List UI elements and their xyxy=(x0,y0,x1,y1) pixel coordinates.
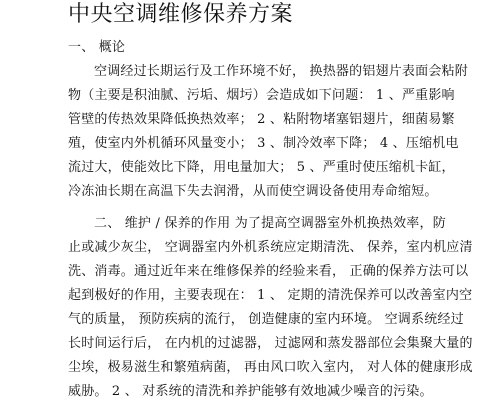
section-heading-maintenance: 二、 维护 / 保养的作用 为了提高空调器室外机换热效率，防 xyxy=(94,216,446,231)
document-title: 中央空调维修保养方案 xyxy=(68,2,294,27)
paragraph-line: 洗、消毒。通过近年来在维修保养的经验来看， 正确的保养方法可以 xyxy=(68,264,469,279)
paragraph-line: 止或减少灰尘， 空调器室内外机系统应定期清洗、 保养，室内机应清 xyxy=(68,240,473,255)
paragraph-line: 物（主要是积油腻、污垢、烟圬）会造成如下问题： 1 、严重影响 xyxy=(68,88,455,103)
paragraph-line: 管壁的传热效果降低换热效率； 2 、粘附物堵塞铝翅片，细菌易繁 xyxy=(68,112,455,127)
paragraph-line: 流过大，使能效比下降，用电量加大； 5 、严重时使压缩机卡缸， xyxy=(68,160,455,175)
section-heading-overview: 一、 概论 xyxy=(68,40,126,55)
paragraph-line: 威胁。 2 、 对系统的清洗和养护能够有效地减少噪音的污染。 xyxy=(68,384,433,399)
paragraph-line: 冷冻油长期在高温下失去润滑，从而使空调设备使用寿命缩短。 xyxy=(68,184,438,199)
paragraph-line: 空调经过长期运行及工作环境不好， 换热器的铝翅片表面会粘附 xyxy=(94,64,468,79)
paragraph-line: 殖，使室内外机循环风量变小； 3 、制冷效率下降； 4 、压缩机电 xyxy=(68,136,459,151)
paragraph-line: 尘埃，极易滋生和繁殖病菌， 再由风口吹入室内， 对人体的健康形成 xyxy=(68,360,473,375)
paragraph-line: 起到极好的作用，主要表现在： 1 、 定期的清洗保养可以改善室内空 xyxy=(68,288,473,303)
paragraph-line: 长时间运行后， 在内机的过滤器， 过滤网和蒸发器部位会集聚大量的 xyxy=(68,336,473,351)
paragraph-line: 气的质量， 预防疾病的流行， 创造健康的室内环境。 空调系统经过 xyxy=(68,312,464,327)
